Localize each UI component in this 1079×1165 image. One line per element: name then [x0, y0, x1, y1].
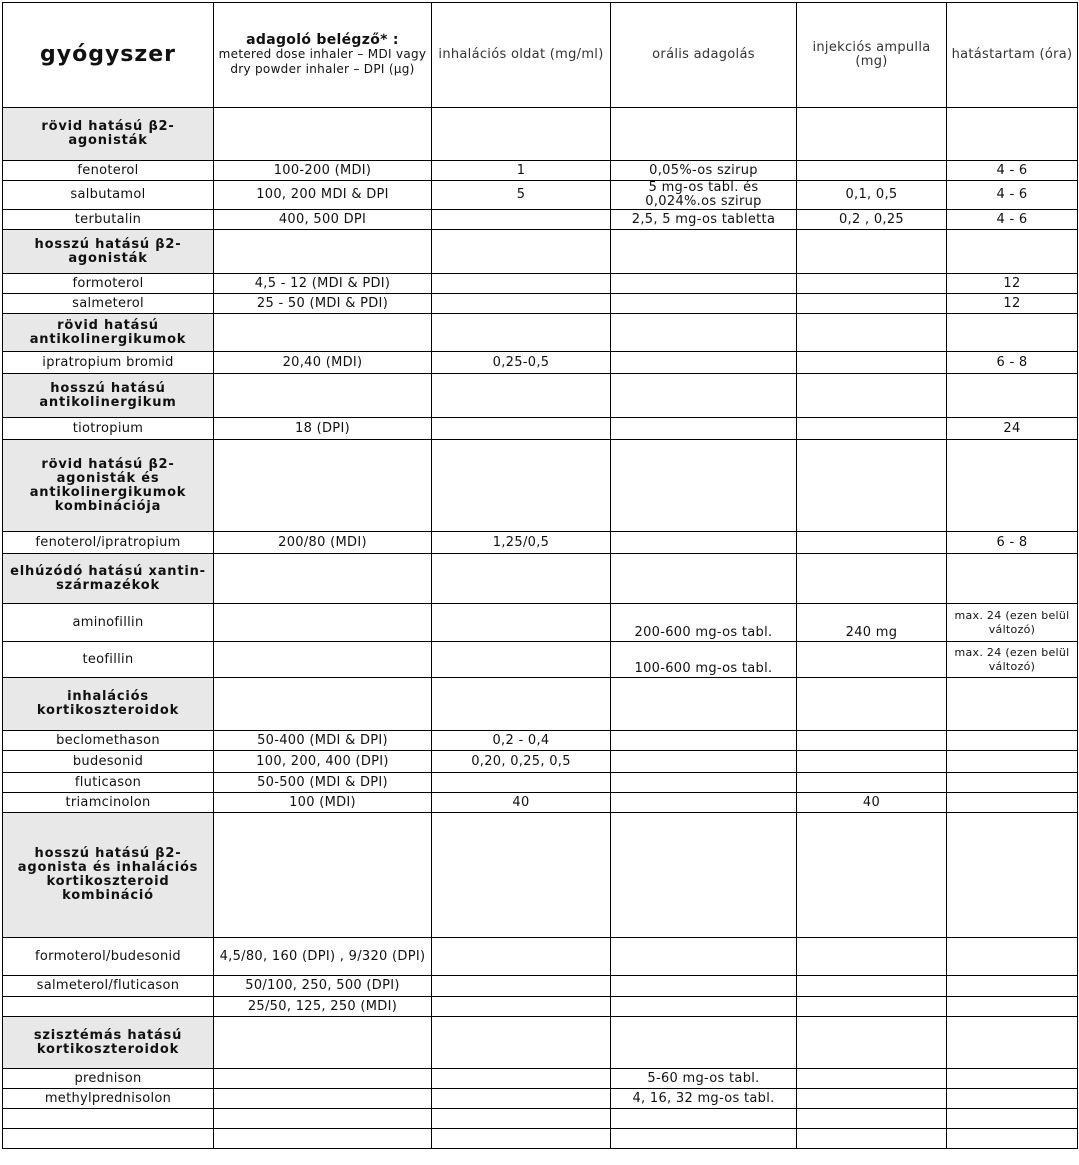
header-row — [3, 3, 1078, 108]
empty-cell — [611, 1017, 797, 1069]
cell-inj — [797, 1129, 947, 1149]
cell-oral: 0,05%-os szirup — [611, 161, 797, 181]
cell-dose — [214, 1069, 432, 1089]
category-row — [3, 554, 1078, 604]
cell-inj — [797, 274, 947, 294]
cell-drug: formoterol — [3, 274, 214, 294]
cell-inhal — [432, 210, 611, 230]
cell-drug: fenoterol — [3, 161, 214, 181]
cell-dur: max. 24 (ezen belül változó) — [947, 642, 1078, 678]
cell-inj — [797, 731, 947, 751]
cell-dose: 4,5/80, 160 (DPI) , 9/320 (DPI) — [214, 938, 432, 976]
table-row — [3, 793, 1078, 813]
cell-inhal: 0,20, 0,25, 0,5 — [432, 751, 611, 773]
empty-cell — [214, 1017, 432, 1069]
empty-cell — [947, 554, 1078, 604]
empty-cell — [797, 813, 947, 938]
table-row — [3, 731, 1078, 751]
drug-table — [2, 2, 1078, 1149]
empty-cell — [797, 374, 947, 418]
category-row — [3, 314, 1078, 352]
cell-drug — [3, 1109, 214, 1129]
cell-drug: beclomethason — [3, 731, 214, 751]
table-row — [3, 1109, 1078, 1129]
cell-inhal — [432, 604, 611, 642]
empty-cell — [214, 678, 432, 731]
cell-inhal — [432, 1109, 611, 1129]
cell-dose: 20,40 (MDI) — [214, 352, 432, 374]
empty-cell — [611, 374, 797, 418]
cell-oral — [611, 938, 797, 976]
category-row — [3, 678, 1078, 731]
cell-inj: 0,1, 0,5 — [797, 181, 947, 210]
category-row — [3, 440, 1078, 532]
empty-cell — [611, 108, 797, 161]
cell-oral — [611, 274, 797, 294]
cell-drug: aminofillin — [3, 604, 214, 642]
cell-drug: budesonid — [3, 751, 214, 773]
cell-drug: triamcinolon — [3, 793, 214, 813]
cell-dur: 4 - 6 — [947, 210, 1078, 230]
cell-drug: terbutalin — [3, 210, 214, 230]
cell-oral: 5 mg-os tabl. és 0,024%.os szirup — [611, 181, 797, 210]
cell-dur — [947, 793, 1078, 813]
table-row — [3, 604, 1078, 642]
empty-cell — [947, 813, 1078, 938]
cell-inhal — [432, 642, 611, 678]
header-oral: orális adagolás — [611, 3, 797, 108]
cell-dur: 4 - 6 — [947, 161, 1078, 181]
cell-drug: tiotropium — [3, 418, 214, 440]
header-duration: hatástartam (óra) — [947, 3, 1078, 108]
cell-inhal — [432, 997, 611, 1017]
cell-dur — [947, 1109, 1078, 1129]
category-label: rövid hatású β2-agonisták és antikolinergikumok kombinációja — [3, 440, 214, 532]
empty-cell — [947, 440, 1078, 532]
cell-dose: 50/100, 250, 500 (DPI) — [214, 976, 432, 997]
table-row — [3, 274, 1078, 294]
cell-dur: 6 - 8 — [947, 532, 1078, 554]
table-row — [3, 1069, 1078, 1089]
empty-cell — [947, 374, 1078, 418]
cell-dur — [947, 773, 1078, 793]
cell-inj: 40 — [797, 793, 947, 813]
cell-inj — [797, 642, 947, 678]
category-label: inhalációs kortikoszteroidok — [3, 678, 214, 731]
cell-drug: fenoterol/ipratropium — [3, 532, 214, 554]
cell-dur — [947, 976, 1078, 997]
table-row — [3, 418, 1078, 440]
table-body — [3, 108, 1078, 1149]
cell-drug: ipratropium bromid — [3, 352, 214, 374]
cell-inj — [797, 1069, 947, 1089]
table-row — [3, 751, 1078, 773]
empty-cell — [947, 230, 1078, 274]
empty-cell — [432, 1017, 611, 1069]
category-label: hosszú hatású β2-agonista és inhalációs kortikoszteroid kombináció — [3, 813, 214, 938]
cell-oral: 200-600 mg-os tabl. — [611, 604, 797, 642]
header-drug: gyógyszer — [3, 3, 214, 108]
empty-cell — [797, 440, 947, 532]
cell-dose: 25 - 50 (MDI & PDI) — [214, 294, 432, 314]
cell-dose: 100-200 (MDI) — [214, 161, 432, 181]
empty-cell — [797, 108, 947, 161]
cell-dose: 4,5 - 12 (MDI & PDI) — [214, 274, 432, 294]
cell-drug — [3, 997, 214, 1017]
cell-drug: salmeterol — [3, 294, 214, 314]
cell-oral — [611, 773, 797, 793]
header-device — [214, 3, 432, 108]
header-injection: injekciós ampulla (mg) — [797, 3, 947, 108]
table-row — [3, 976, 1078, 997]
cell-inj: 240 mg — [797, 604, 947, 642]
cell-inj: 0,2 , 0,25 — [797, 210, 947, 230]
cell-oral — [611, 532, 797, 554]
cell-inj — [797, 976, 947, 997]
cell-dose — [214, 604, 432, 642]
cell-inhal — [432, 1069, 611, 1089]
empty-cell — [611, 554, 797, 604]
category-label: hosszú hatású β2-agonisták — [3, 230, 214, 274]
empty-cell — [797, 230, 947, 274]
table-row — [3, 210, 1078, 230]
empty-cell — [797, 678, 947, 731]
cell-dose: 200/80 (MDI) — [214, 532, 432, 554]
cell-oral — [611, 1129, 797, 1149]
cell-oral — [611, 418, 797, 440]
empty-cell — [214, 554, 432, 604]
cell-dur — [947, 751, 1078, 773]
table-row — [3, 1089, 1078, 1109]
cell-inj — [797, 1089, 947, 1109]
category-row — [3, 374, 1078, 418]
table-row — [3, 294, 1078, 314]
cell-oral: 2,5, 5 mg-os tabletta — [611, 210, 797, 230]
empty-cell — [947, 678, 1078, 731]
category-label: rövid hatású β2-agonisták — [3, 108, 214, 161]
cell-oral — [611, 294, 797, 314]
cell-dur: 12 — [947, 294, 1078, 314]
empty-cell — [432, 813, 611, 938]
cell-dur: 6 - 8 — [947, 352, 1078, 374]
cell-drug: methylprednisolon — [3, 1089, 214, 1109]
empty-cell — [432, 678, 611, 731]
empty-cell — [611, 314, 797, 352]
table-row — [3, 1129, 1078, 1149]
cell-drug: prednison — [3, 1069, 214, 1089]
empty-cell — [214, 374, 432, 418]
cell-dose — [214, 642, 432, 678]
empty-cell — [611, 230, 797, 274]
cell-dose — [214, 1089, 432, 1109]
cell-oral: 100-600 mg-os tabl. — [611, 642, 797, 678]
cell-oral: 4, 16, 32 mg-os tabl. — [611, 1089, 797, 1109]
empty-cell — [214, 813, 432, 938]
header-device-title: adagoló belégző* : — [246, 32, 399, 48]
cell-oral — [611, 1109, 797, 1129]
cell-dose — [214, 1109, 432, 1129]
category-row — [3, 108, 1078, 161]
table-row — [3, 181, 1078, 210]
cell-inj — [797, 418, 947, 440]
cell-inj — [797, 352, 947, 374]
cell-oral: 5-60 mg-os tabl. — [611, 1069, 797, 1089]
cell-inj — [797, 997, 947, 1017]
empty-cell — [214, 108, 432, 161]
cell-inhal: 40 — [432, 793, 611, 813]
cell-drug: formoterol/budesonid — [3, 938, 214, 976]
cell-inhal — [432, 1089, 611, 1109]
cell-dur — [947, 1089, 1078, 1109]
cell-inhal — [432, 976, 611, 997]
empty-cell — [947, 314, 1078, 352]
cell-inhal: 1 — [432, 161, 611, 181]
cell-dose: 100, 200 MDI & DPI — [214, 181, 432, 210]
table-row — [3, 352, 1078, 374]
cell-inj — [797, 938, 947, 976]
empty-cell — [432, 230, 611, 274]
table-row — [3, 773, 1078, 793]
empty-cell — [611, 678, 797, 731]
table-row — [3, 161, 1078, 181]
cell-inhal — [432, 1129, 611, 1149]
cell-inj — [797, 294, 947, 314]
header-device-sub: metered dose inhaler – MDI vagy dry powder inhaler – DPI (µg) — [218, 47, 427, 76]
cell-oral — [611, 731, 797, 751]
cell-dose: 400, 500 DPI — [214, 210, 432, 230]
empty-cell — [214, 440, 432, 532]
cell-inhal — [432, 938, 611, 976]
cell-dur — [947, 1069, 1078, 1089]
cell-dur — [947, 1129, 1078, 1149]
cell-inj — [797, 773, 947, 793]
cell-dose: 100, 200, 400 (DPI) — [214, 751, 432, 773]
cell-inhal: 0,25-0,5 — [432, 352, 611, 374]
cell-drug: salbutamol — [3, 181, 214, 210]
empty-cell — [611, 813, 797, 938]
cell-dose — [214, 1129, 432, 1149]
category-row — [3, 813, 1078, 938]
empty-cell — [432, 314, 611, 352]
cell-dur — [947, 997, 1078, 1017]
empty-cell — [947, 1017, 1078, 1069]
cell-inhal — [432, 418, 611, 440]
cell-dur: max. 24 (ezen belül változó) — [947, 604, 1078, 642]
cell-oral — [611, 793, 797, 813]
cell-drug — [3, 1129, 214, 1149]
empty-cell — [214, 230, 432, 274]
cell-oral — [611, 751, 797, 773]
empty-cell — [947, 108, 1078, 161]
cell-dose: 50-400 (MDI & DPI) — [214, 731, 432, 751]
cell-oral — [611, 997, 797, 1017]
table-row — [3, 642, 1078, 678]
empty-cell — [432, 440, 611, 532]
cell-dur: 4 - 6 — [947, 181, 1078, 210]
table-row — [3, 938, 1078, 976]
cell-dur — [947, 938, 1078, 976]
empty-cell — [797, 314, 947, 352]
cell-inhal: 0,2 - 0,4 — [432, 731, 611, 751]
cell-dose: 50-500 (MDI & DPI) — [214, 773, 432, 793]
cell-drug: fluticason — [3, 773, 214, 793]
cell-inj — [797, 751, 947, 773]
empty-cell — [797, 554, 947, 604]
cell-dose: 100 (MDI) — [214, 793, 432, 813]
cell-inj — [797, 1109, 947, 1129]
empty-cell — [214, 314, 432, 352]
cell-inhal — [432, 274, 611, 294]
category-row — [3, 1017, 1078, 1069]
cell-oral — [611, 352, 797, 374]
cell-oral — [611, 976, 797, 997]
cell-inhal: 1,25/0,5 — [432, 532, 611, 554]
table-row — [3, 532, 1078, 554]
category-row — [3, 230, 1078, 274]
empty-cell — [611, 440, 797, 532]
cell-inhal — [432, 294, 611, 314]
empty-cell — [797, 1017, 947, 1069]
category-label: szisztémás hatású kortikoszteroidok — [3, 1017, 214, 1069]
category-label: hosszú hatású antikolinergikum — [3, 374, 214, 418]
cell-dose: 18 (DPI) — [214, 418, 432, 440]
cell-drug: teofillin — [3, 642, 214, 678]
cell-dur: 12 — [947, 274, 1078, 294]
cell-inj — [797, 161, 947, 181]
cell-inhal — [432, 773, 611, 793]
table-row — [3, 997, 1078, 1017]
empty-cell — [432, 374, 611, 418]
empty-cell — [432, 554, 611, 604]
empty-cell — [432, 108, 611, 161]
cell-drug: salmeterol/fluticason — [3, 976, 214, 997]
cell-inj — [797, 532, 947, 554]
category-label: elhúzódó hatású xantin-származékok — [3, 554, 214, 604]
header-inhalation: inhalációs oldat (mg/ml) — [432, 3, 611, 108]
category-label: rövid hatású antikolinergikumok — [3, 314, 214, 352]
cell-inhal: 5 — [432, 181, 611, 210]
cell-dose: 25/50, 125, 250 (MDI) — [214, 997, 432, 1017]
cell-dur: 24 — [947, 418, 1078, 440]
cell-dur — [947, 731, 1078, 751]
